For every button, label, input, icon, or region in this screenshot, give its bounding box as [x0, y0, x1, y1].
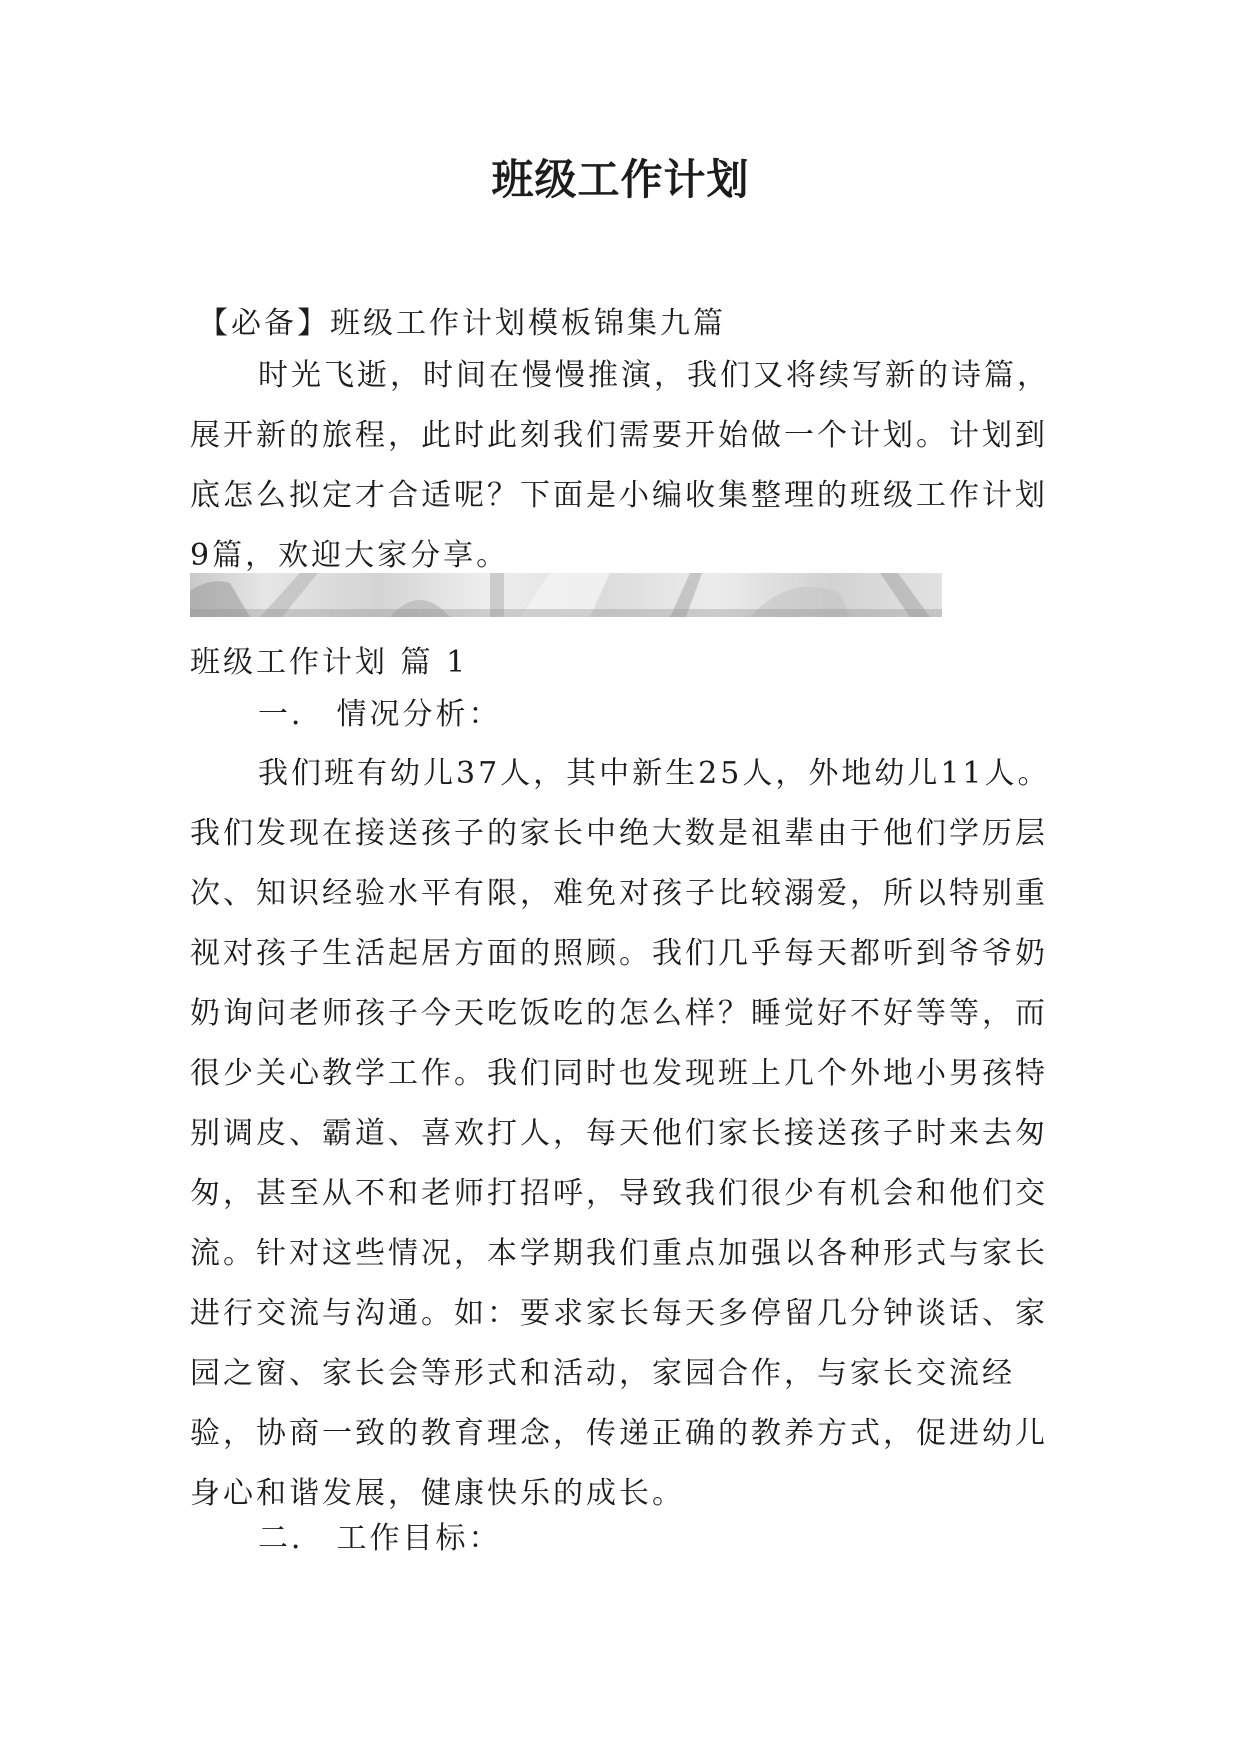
intro-paragraph: 时光飞逝，时间在慢慢推演，我们又将续写新的诗篇，展开新的旅程，此时此刻我们需要开始做一个计划。计划到底怎么拟定才合适呢？下面是小编收集整理的班级工作计划9篇，欢迎大家分享。 [190, 358, 1050, 573]
decorative-photo-strip [190, 573, 942, 617]
subheading-work-goals: 二． 工作目标： [258, 1521, 502, 1556]
section-heading: 班级工作计划 篇 1 [190, 645, 469, 680]
lead-line: 【必备】班级工作计划模板锦集九篇 [198, 306, 726, 341]
subheading-situation-analysis: 一． 情况分析： [258, 697, 502, 732]
photo-strip-graphic [190, 573, 942, 617]
page-title: 班级工作计划 [491, 155, 750, 204]
body-paragraph: 我们班有幼儿37人，其中新生25人，外地幼儿11人。我们发现在接送孩子的家长中绝大数是祖辈由于他们学历层次、知识经验水平有限，难免对孩子比较溺爱，所以特别重视对孩子生活起居方面的照顾。我们几乎每天都听到爷爷奶奶询问老师孩子今天吃饭吃的怎么样？睡觉好不好等等，而很少关心教学工作。我们同时也发现班上几个外地小男孩特别调皮、霸道、喜欢打人，每天他们家长接送孩子时来去匆匆，甚至从不和老师打招呼，导致我们很少有机会和他们交流。针对这些情况，本学期我们重点加强以各种形式与家长进行交流与沟通。如：要求家长每天多停留几分钟谈话、家园之窗、家长会等形式和活动，家园合作，与家长交流经验，协商一致的教育理念，传递正确的教养方式，促进幼儿身心和谐发展，健康快乐的成长。 [190, 756, 1051, 1511]
